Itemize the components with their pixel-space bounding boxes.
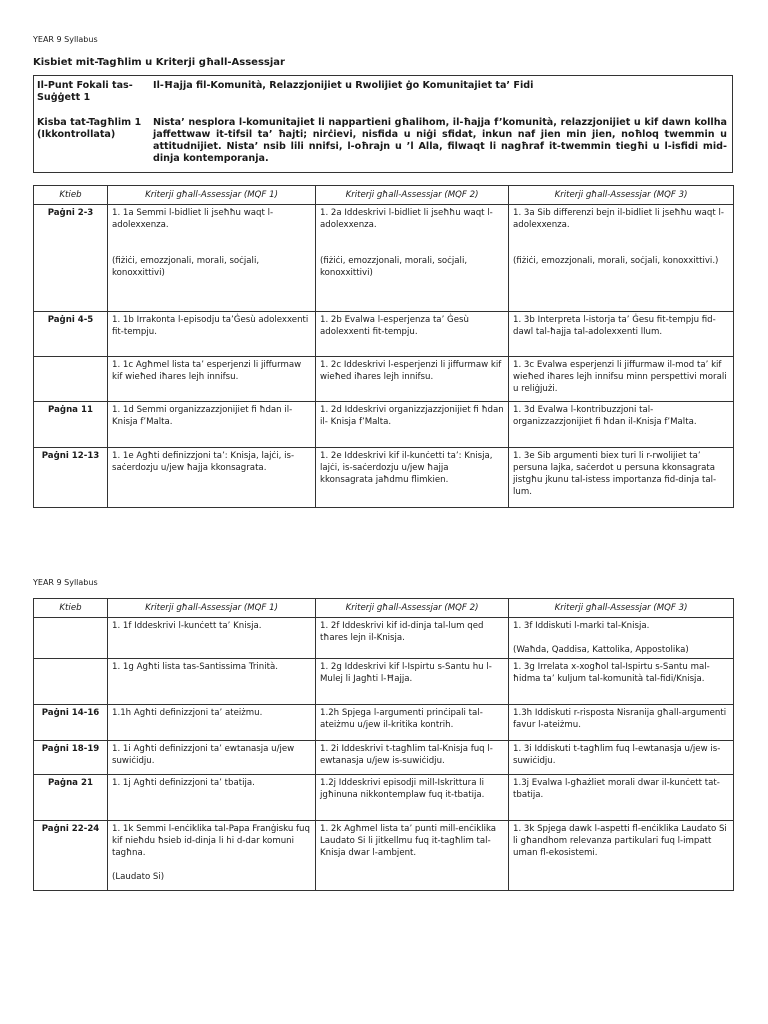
criteria-table-2 [33,598,734,891]
mqf3-cell: 1. 3c Evalwa esperjenzi li jiffurmaw il-mod ta’ kif wieħed iħares lejh innifsu minn perspettivi morali u reliġjużi. [509,357,734,402]
mqf1-cell: 1. 1i Agħti definizzjoni ta’ ewtanasja u/jew suwiċidju. [108,741,316,775]
mqf1-cell: 1.1h Agħti definizzjoni ta’ ateiżmu. [108,705,316,741]
criteria-table-1 [33,185,734,508]
mqf2-cell: 1. 2e Iddeskrivi kif il-kunċetti ta’: Knisja, lajċi, is-saċerdozju u/jew ħajja kkonsagrata jaħdmu flimkien. [316,448,509,508]
mqf3-cell: 1. 3k Spjega dawk l-aspetti fl-enċiklika Laudato Si li għandhom relevanza partikulari fuq l-impatt uman fl-ekosistemi. [509,821,734,891]
mqf2-cell: 1. 2g Iddeskrivi kif l-Ispirtu s-Santu hu l-Mulej li Jagħti l-Ħajja. [316,659,509,705]
mqf3-cell: 1. 3f Iddiskuti l-marki tal-Knisja. (Waħda, Qaddisa, Kattolika, Appostolika) [509,618,734,659]
ktieb-cell [34,357,108,402]
ktieb-cell: Paġni 2-3 [34,205,108,312]
mqf3-cell: 1. 3e Sib argumenti biex turi li r-rwolijiet ta’ persuna lajka, saċerdot u persuna kkonsagrata jistgħu jkunu tal-istess importanza fid-dinja tal-lum. [509,448,734,508]
ktieb-cell [34,618,108,659]
col-header-mqf2: Kriterji għall-Assessjar (MQF 2) [316,186,509,205]
mqf1-cell: 1. 1b Irrakonta l-episodju ta’Ġesù adolexxenti fit-tempju. [108,312,316,357]
table-row [34,741,734,775]
col-header-mqf1: Kriterji għall-Assessjar (MQF 1) [108,186,316,205]
mqf1-cell: 1. 1a Semmi l-bidliet li jseħħu waqt l-adolexxenza. (fiżiċi, emozzjonali, morali, soċjali, konoxxittivi) [108,205,316,312]
mqf1-cell: 1. 1d Semmi organizzazzjonijiet fi ħdan il-Knisja f’Malta. [108,402,316,448]
ktieb-cell: Paġni 12-13 [34,448,108,508]
mqf3-cell: 1.3j Evalwa l-għażliet morali dwar il-kunċett tat-tbatija. [509,775,734,821]
ktieb-cell: Paġna 21 [34,775,108,821]
focus-label: Il-Punt Fokali tas-Suġġett 1 [37,80,133,103]
table-row [34,357,734,402]
col-header-ktieb: Ktieb [34,599,108,618]
mqf3-cell: 1. 3g Irrelata x-xogħol tal-Ispirtu s-Santu mal-ħidma ta’ kuljum tal-komunità tal-fidi/Knisja. [509,659,734,705]
table-row [34,775,734,821]
ktieb-cell: Paġni 4-5 [34,312,108,357]
mqf3-cell: 1. 3a Sib differenzi bejn il-bidliet li jseħħu waqt l-adolexxenza. (fiżiċi, emozzjonali, morali, soċjali, konoxxittivi.) [509,205,734,312]
mqf1-cell: 1. 1j Agħti definizzjoni ta’ tbatija. [108,775,316,821]
ktieb-cell: Paġni 18-19 [34,741,108,775]
table-row [34,402,734,448]
table-row [34,312,734,357]
mqf2-cell: 1. 2b Evalwa l-esperjenza ta’ Ġesù adolexxenti fit-tempju. [316,312,509,357]
mqf1-cell: 1. 1f Iddeskrivi l-kunċett ta’ Knisja. [108,618,316,659]
mqf3-cell: 1. 3i Iddiskuti t-tagħlim fuq l-ewtanasja u/jew is-suwiċidju. [509,741,734,775]
mqf3-cell: 1. 3b Interpreta l-istorja ta’ Ġesu fit-tempju fid-dawl tal-ħajja tal-adolexxenti llum. [509,312,734,357]
mqf2-cell: 1. 2k Agħmel lista ta’ punti mill-enċiklika Laudato Si li jitkellmu fuq it-tagħlim tal-Knisja dwar l-ambjent. [316,821,509,891]
page-title: Kisbiet mit-Tagħlim u Kriterji għall-Assessjar [33,57,285,68]
mqf2-cell: 1.2j Iddeskrivi episodji mill-Iskrittura li jgħinuna nikkontemplaw fuq it-tbatija. [316,775,509,821]
ktieb-cell: Paġna 11 [34,402,108,448]
mqf1-cell: 1. 1e Agħti definizzjoni ta’: Knisja, lajċi, is-saċerdozju u/jew ħajja kkonsagrata. [108,448,316,508]
mqf3-cell: 1. 3d Evalwa l-kontribuzzjoni tal-organizzazzjonijiet fi ħdan il-Knisja f’Malta. [509,402,734,448]
col-header-mqf1: Kriterji għall-Assessjar (MQF 1) [108,599,316,618]
col-header-mqf3: Kriterji għall-Assessjar (MQF 3) [509,186,734,205]
table-row [34,618,734,659]
table-row [34,205,734,312]
mqf2-cell: 1. 2i Iddeskrivi t-tagħlim tal-Knisja fuq l-ewtanasja u/jew is-suwiċidju. [316,741,509,775]
table-header-row [34,599,734,618]
page-header-top: YEAR 9 Syllabus [33,35,98,44]
table-row [34,705,734,741]
table-row [34,821,734,891]
mqf1-cell: 1. 1k Semmi l-enċiklika tal-Papa Franġisku fuq kif nieħdu ħsieb id-dinja li hi d-dar komuni tagħna. (Laudato Si) [108,821,316,891]
mqf2-cell: 1. 2f Iddeskrivi kif id-dinja tal-lum qed tħares lejn il-Knisja. [316,618,509,659]
mqf1-cell: 1. 1g Agħti lista tas-Santissima Trinità. [108,659,316,705]
table-row [34,659,734,705]
ktieb-cell: Paġni 22-24 [34,821,108,891]
mqf2-cell: 1. 2c Iddeskrivi l-esperjenzi li jiffurmaw kif wieħed iħares lejh innifsu. [316,357,509,402]
table-row [34,448,734,508]
ktieb-cell: Paġni 14-16 [34,705,108,741]
ktieb-cell [34,659,108,705]
focus-value: Il-Ħajja fil-Komunità, Relazzjonijiet u Rwolijiet ġo Komunitajiet ta’ Fidi [153,80,534,91]
table-header-row [34,186,734,205]
mqf3-cell: 1.3h Iddiskuti r-risposta Nisranija għall-argumenti favur l-ateiżmu. [509,705,734,741]
page-header-mid: YEAR 9 Syllabus [33,578,98,587]
mqf2-cell: 1. 2d Iddeskrivi organizzjazzjonijiet fi ħdan il- Knisja f’Malta. [316,402,509,448]
outcome-label: Kisba tat-Tagħlim 1 (Ikkontrollata) [37,117,142,140]
col-header-mqf2: Kriterji għall-Assessjar (MQF 2) [316,599,509,618]
mqf2-cell: 1. 2a Iddeskrivi l-bidliet li jseħħu waqt l-adolexxenza. (fiżiċi, emozzjonali, morali, soċjali, konoxxittivi) [316,205,509,312]
col-header-mqf3: Kriterji għall-Assessjar (MQF 3) [509,599,734,618]
mqf1-cell: 1. 1c Agħmel lista ta’ esperjenzi li jiffurmaw kif wieħed iħares lejh innifsu. [108,357,316,402]
col-header-ktieb: Ktieb [34,186,108,205]
intro-box [33,75,733,173]
outcome-value: Nista’ nesplora l-komunitajiet li nappartieni għalihom, il-ħajja f’komunità, relazzjonijiet u kif dawn kollha jaffettwaw it-tifsil ta’ ħajti; nirċievi, nisfida u niġi sfidat, inkun naf jien min jien, noħloq twemmin u attitudnijiet. Nista’ nsib lili nnifsi, l-oħrajn u ’l Alla, filwaqt li nagħraf it-twemmin tiegħi u l-isfidi mid-dinja kontemporanja. [153,117,727,164]
mqf2-cell: 1.2h Spjega l-argumenti prinċipali tal-ateiżmu u/jew il-kritika kontrih. [316,705,509,741]
